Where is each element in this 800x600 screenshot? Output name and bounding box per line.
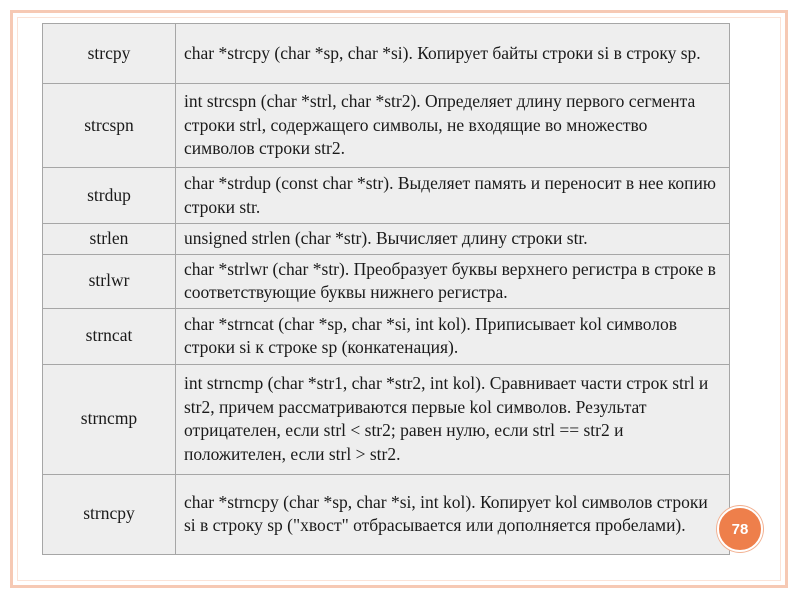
table-row [43,364,730,474]
table-row [43,24,730,84]
function-description-cell: char *strlwr (char *str). Преобразует буквы верхнего регистра в строке в соответствующие буквы нижнего регистра. [176,254,730,308]
table-row [43,254,730,308]
function-description-cell: char *strcpy (char *sp, char *si). Копирует байты строки si в строку sp. [176,24,730,84]
function-name-cell: strlen [43,224,176,255]
function-name-cell: strncpy [43,474,176,554]
function-name-cell: strncmp [43,364,176,474]
function-name-cell: strcpy [43,24,176,84]
function-description-cell: int strcspn (char *strl, char *str2). Определяет длину первого сегмента строки strl, содержащего символы, не входящие во множество символов строки str2. [176,84,730,168]
function-description-cell: int strncmp (char *str1, char *str2, int kol). Сравнивает части строк strl и str2, причем рассматриваются первые kol символов. Результат отрицателен, если strl < str2; равен нулю, если strl == str2 и положителен, если strl > str2. [176,364,730,474]
function-name-cell: strncat [43,308,176,364]
function-description-cell: char *strdup (const char *str). Выделяет память и переносит в нее копию строки str. [176,168,730,224]
function-description-cell: char *strncpy (char *sp, char *si, int kol). Копирует kol символов строки si в строку sp ("хвост" отбрасывается или дополняется пробелами). [176,474,730,554]
table-row [43,168,730,224]
table-row [43,308,730,364]
table-row [43,224,730,255]
function-name-cell: strcspn [43,84,176,168]
table-row [43,84,730,168]
function-description-cell: char *strncat (char *sp, char *si, int kol). Приписывает kol символов строки si к строке sp (конкатенация). [176,308,730,364]
function-name-cell: strdup [43,168,176,224]
function-table [42,23,730,555]
table-row [43,474,730,554]
function-name-cell: strlwr [43,254,176,308]
page-number-badge: 78 [717,506,763,552]
function-description-cell: unsigned strlen (char *str). Вычисляет длину строки str. [176,224,730,255]
